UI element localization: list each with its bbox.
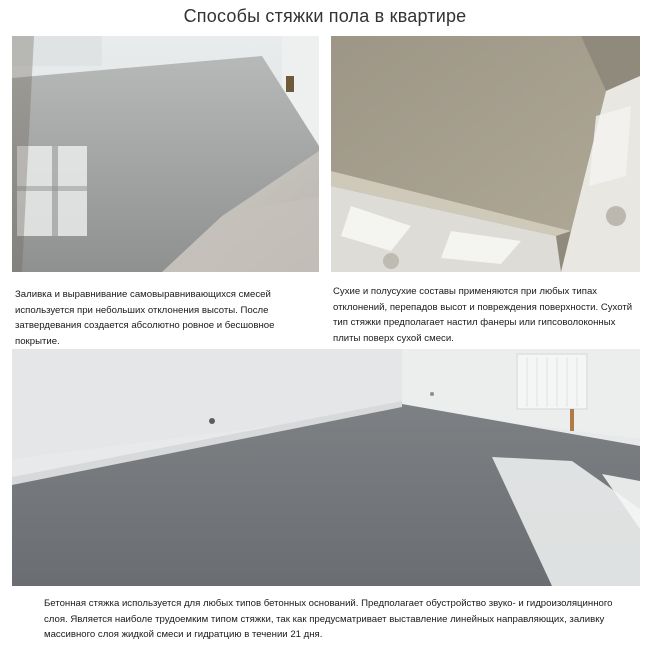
concrete-screed-photo xyxy=(12,349,640,586)
dry-screed-photo xyxy=(331,36,640,272)
self-leveling-floor-photo xyxy=(12,36,319,272)
concrete-screed-caption: Бетонная стяжка используется для любых типов бетонных оснований. Предполагает обустройство звуко- и гидроизоляцинного слоя. Является наиболе трудоемким типом стяжки, так как предусматривает выставление линейных направляющих, заливку массивного слоя жидкой смеси и гидратцию в течении 21 дня. xyxy=(44,598,613,640)
page-title: Способы стяжки пола в квартире xyxy=(183,6,467,26)
self-leveling-caption: Заливка и выравнивание самовыравнивающихся смесей используется при небольших отклонения высоты. После затвердевания создается абсолютно ровное и бесшовное покрытие. xyxy=(15,289,275,347)
dry-screed-caption: Сухие и полусухие составы применяются при любых типах отклонений, перепадов высот и повреждения поверхности. Сухотй тип стяжки предполагает настил фанеры или гипсоволоконных плиты поверх сухой смеси. xyxy=(333,286,633,344)
